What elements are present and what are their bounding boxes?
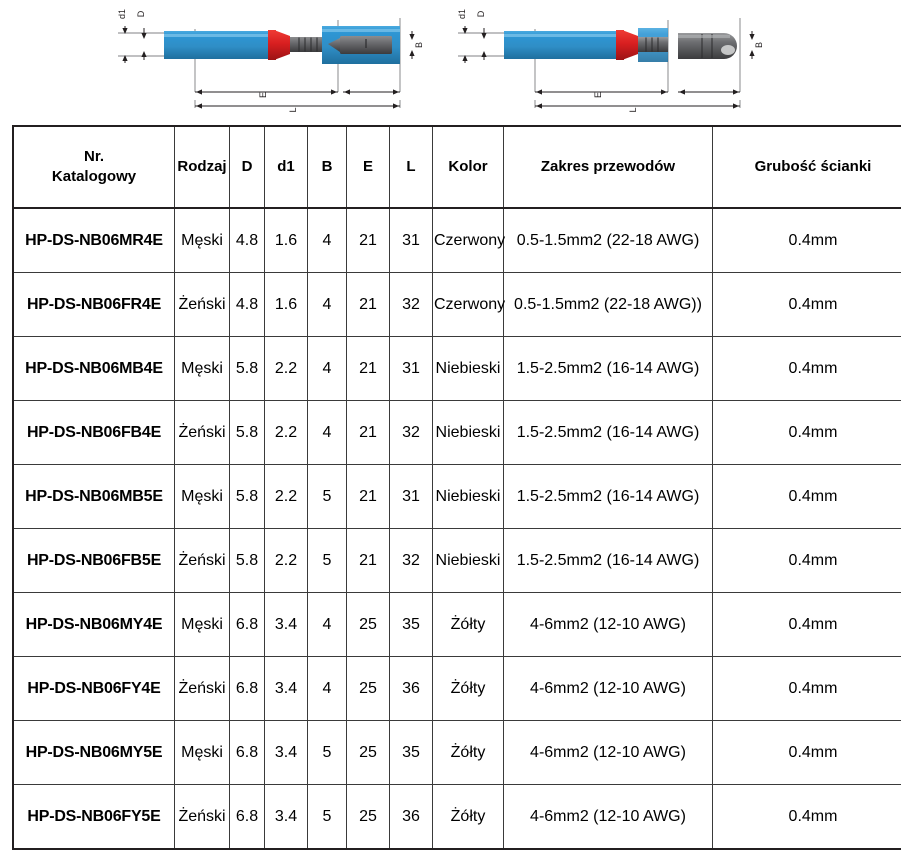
cell-d: 4.8 bbox=[230, 273, 265, 337]
cell-wire-range: 1.5-2.5mm2 (16-14 AWG) bbox=[504, 465, 713, 529]
spec-table-container bbox=[0, 125, 901, 850]
cell-d: 4.8 bbox=[230, 208, 265, 273]
cell-d1: 3.4 bbox=[265, 593, 308, 657]
cell-wall-thickness: 0.4mm bbox=[713, 208, 901, 273]
cell-e: 25 bbox=[347, 721, 390, 785]
cell-wire-range: 4-6mm2 (12-10 AWG) bbox=[504, 593, 713, 657]
table-row bbox=[13, 529, 901, 593]
table-row bbox=[13, 785, 901, 850]
cell-part-number: HP-DS-NB06FY5E bbox=[13, 785, 175, 850]
cell-part-number: HP-DS-NB06MY5E bbox=[13, 721, 175, 785]
dim-label-b: B bbox=[754, 42, 764, 48]
cell-kind: Żeński bbox=[175, 401, 230, 465]
cell-kind: Męski bbox=[175, 337, 230, 401]
column-header-part-number-line2: Katalogowy bbox=[15, 167, 173, 187]
table-row bbox=[13, 465, 901, 529]
cell-wire-range: 1.5-2.5mm2 (16-14 AWG) bbox=[504, 337, 713, 401]
cell-d1: 1.6 bbox=[265, 208, 308, 273]
dim-label-e: E bbox=[593, 92, 603, 98]
cell-b: 4 bbox=[308, 273, 347, 337]
cell-color: Niebieski bbox=[433, 465, 504, 529]
cell-b: 5 bbox=[308, 785, 347, 850]
cell-b: 4 bbox=[308, 401, 347, 465]
column-header-d1: d1 bbox=[265, 126, 308, 208]
cell-wire-range: 1.5-2.5mm2 (16-14 AWG) bbox=[504, 401, 713, 465]
cell-part-number: HP-DS-NB06FB5E bbox=[13, 529, 175, 593]
cell-d1: 3.4 bbox=[265, 785, 308, 850]
cell-d1: 3.4 bbox=[265, 721, 308, 785]
cell-color: Niebieski bbox=[433, 401, 504, 465]
column-header-part-number bbox=[13, 126, 175, 208]
dim-label-b: B bbox=[414, 42, 424, 48]
cell-wall-thickness: 0.4mm bbox=[713, 337, 901, 401]
cell-color: Żółty bbox=[433, 721, 504, 785]
cell-d: 5.8 bbox=[230, 529, 265, 593]
cell-wall-thickness: 0.4mm bbox=[713, 593, 901, 657]
column-header-color: Kolor bbox=[433, 126, 504, 208]
table-row bbox=[13, 273, 901, 337]
cell-d: 5.8 bbox=[230, 465, 265, 529]
cell-l: 32 bbox=[390, 529, 433, 593]
cell-l: 36 bbox=[390, 785, 433, 850]
cell-kind: Męski bbox=[175, 465, 230, 529]
cell-wall-thickness: 0.4mm bbox=[713, 465, 901, 529]
cell-kind: Męski bbox=[175, 721, 230, 785]
table-head bbox=[13, 126, 901, 208]
female-connector-diagram bbox=[440, 0, 780, 120]
cell-wire-range: 0.5-1.5mm2 (22-18 AWG) bbox=[504, 208, 713, 273]
dim-label-l: L bbox=[288, 107, 298, 112]
dim-label-d1: d1 bbox=[117, 9, 127, 19]
cell-e: 21 bbox=[347, 273, 390, 337]
cell-color: Niebieski bbox=[433, 529, 504, 593]
cell-d: 5.8 bbox=[230, 401, 265, 465]
cell-kind: Żeński bbox=[175, 785, 230, 850]
cell-part-number: HP-DS-NB06FB4E bbox=[13, 401, 175, 465]
cell-l: 31 bbox=[390, 337, 433, 401]
cell-e: 25 bbox=[347, 593, 390, 657]
cell-b: 4 bbox=[308, 593, 347, 657]
cell-color: Żółty bbox=[433, 785, 504, 850]
cell-d: 6.8 bbox=[230, 593, 265, 657]
cell-color: Czerwony bbox=[433, 208, 504, 273]
cell-wall-thickness: 0.4mm bbox=[713, 273, 901, 337]
cell-kind: Żeński bbox=[175, 657, 230, 721]
cell-part-number: HP-DS-NB06FY4E bbox=[13, 657, 175, 721]
cell-part-number: HP-DS-NB06MB5E bbox=[13, 465, 175, 529]
cell-b: 5 bbox=[308, 721, 347, 785]
column-header-wall-thickness: Grubość ścianki bbox=[713, 126, 901, 208]
cell-d: 6.8 bbox=[230, 721, 265, 785]
cell-wire-range: 4-6mm2 (12-10 AWG) bbox=[504, 657, 713, 721]
cell-l: 31 bbox=[390, 208, 433, 273]
table-row bbox=[13, 721, 901, 785]
column-header-part-number-line1: Nr. bbox=[15, 147, 173, 167]
cell-wall-thickness: 0.4mm bbox=[713, 721, 901, 785]
dim-label-d: D bbox=[476, 10, 486, 17]
cell-d: 6.8 bbox=[230, 785, 265, 850]
cell-e: 21 bbox=[347, 529, 390, 593]
cell-kind: Męski bbox=[175, 208, 230, 273]
table-row bbox=[13, 208, 901, 273]
cell-wire-range: 1.5-2.5mm2 (16-14 AWG) bbox=[504, 529, 713, 593]
column-header-b: B bbox=[308, 126, 347, 208]
cell-wire-range: 4-6mm2 (12-10 AWG) bbox=[504, 721, 713, 785]
cell-e: 25 bbox=[347, 785, 390, 850]
dim-label-e: E bbox=[258, 92, 268, 98]
cell-b: 5 bbox=[308, 465, 347, 529]
column-header-kind: Rodzaj bbox=[175, 126, 230, 208]
diagram-strip bbox=[0, 0, 901, 125]
dim-label-d1: d1 bbox=[457, 9, 467, 19]
cell-d: 5.8 bbox=[230, 337, 265, 401]
cell-l: 32 bbox=[390, 401, 433, 465]
cell-d: 6.8 bbox=[230, 657, 265, 721]
cell-b: 4 bbox=[308, 208, 347, 273]
cell-wire-range: 4-6mm2 (12-10 AWG) bbox=[504, 785, 713, 850]
cell-d1: 2.2 bbox=[265, 465, 308, 529]
cell-b: 5 bbox=[308, 529, 347, 593]
cell-wall-thickness: 0.4mm bbox=[713, 401, 901, 465]
table-row bbox=[13, 337, 901, 401]
cell-part-number: HP-DS-NB06FR4E bbox=[13, 273, 175, 337]
cell-wall-thickness: 0.4mm bbox=[713, 657, 901, 721]
cell-wall-thickness: 0.4mm bbox=[713, 785, 901, 850]
header-row bbox=[13, 126, 901, 208]
cell-d1: 2.2 bbox=[265, 401, 308, 465]
cell-color: Czerwony bbox=[433, 273, 504, 337]
column-header-e: E bbox=[347, 126, 390, 208]
cell-part-number: HP-DS-NB06MB4E bbox=[13, 337, 175, 401]
cell-d1: 2.2 bbox=[265, 529, 308, 593]
cell-kind: Męski bbox=[175, 593, 230, 657]
cell-b: 4 bbox=[308, 657, 347, 721]
cell-part-number: HP-DS-NB06MY4E bbox=[13, 593, 175, 657]
cell-color: Niebieski bbox=[433, 337, 504, 401]
cell-d1: 3.4 bbox=[265, 657, 308, 721]
cell-l: 36 bbox=[390, 657, 433, 721]
male-connector-diagram bbox=[100, 0, 440, 120]
cell-kind: Żeński bbox=[175, 273, 230, 337]
cell-e: 21 bbox=[347, 401, 390, 465]
dim-label-d: D bbox=[136, 10, 146, 17]
cell-l: 35 bbox=[390, 721, 433, 785]
dim-label-l: L bbox=[628, 107, 638, 112]
table-row bbox=[13, 657, 901, 721]
cell-d1: 1.6 bbox=[265, 273, 308, 337]
cell-l: 35 bbox=[390, 593, 433, 657]
cell-l: 31 bbox=[390, 465, 433, 529]
cell-e: 21 bbox=[347, 337, 390, 401]
cell-l: 32 bbox=[390, 273, 433, 337]
cell-wall-thickness: 0.4mm bbox=[713, 529, 901, 593]
cell-color: Żółty bbox=[433, 657, 504, 721]
cell-e: 25 bbox=[347, 657, 390, 721]
cell-b: 4 bbox=[308, 337, 347, 401]
cell-e: 21 bbox=[347, 465, 390, 529]
cell-kind: Żeński bbox=[175, 529, 230, 593]
cell-wire-range: 0.5-1.5mm2 (22-18 AWG)) bbox=[504, 273, 713, 337]
cell-d1: 2.2 bbox=[265, 337, 308, 401]
table-body bbox=[13, 208, 901, 849]
cell-part-number: HP-DS-NB06MR4E bbox=[13, 208, 175, 273]
column-header-wire-range: Zakres przewodów bbox=[504, 126, 713, 208]
specification-table bbox=[12, 125, 901, 850]
table-row bbox=[13, 401, 901, 465]
cell-color: Żółty bbox=[433, 593, 504, 657]
column-header-l: L bbox=[390, 126, 433, 208]
column-header-d: D bbox=[230, 126, 265, 208]
cell-e: 21 bbox=[347, 208, 390, 273]
table-row bbox=[13, 593, 901, 657]
